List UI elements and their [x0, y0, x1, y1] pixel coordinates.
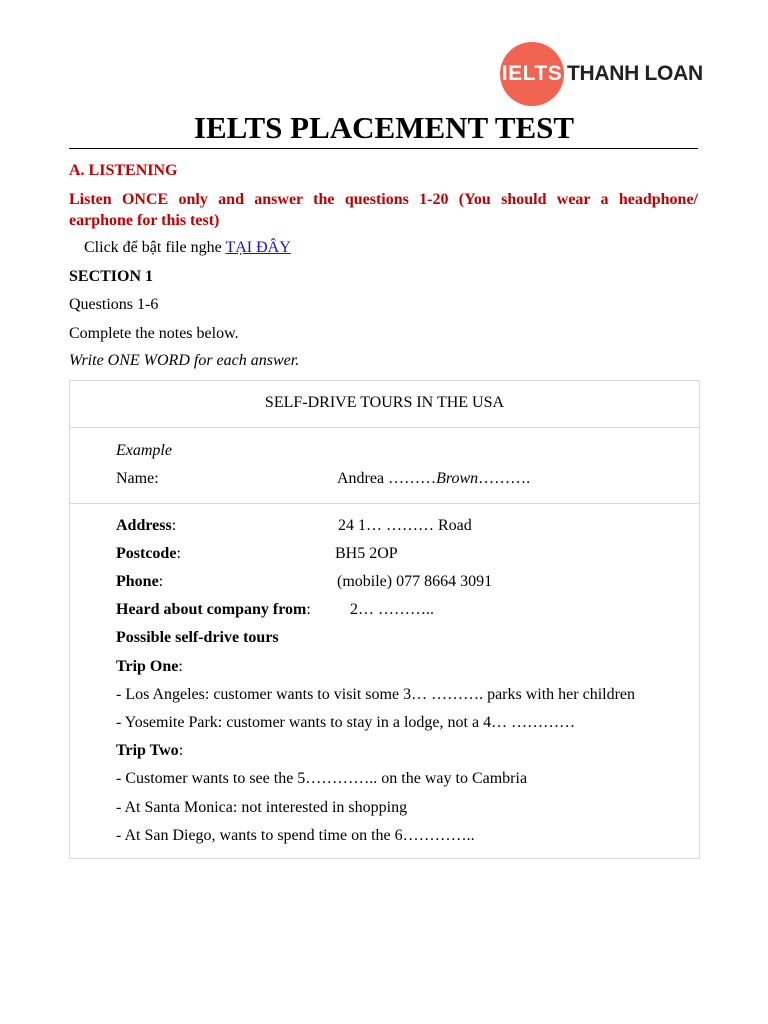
page-title: IELTS PLACEMENT TEST — [193, 110, 575, 145]
address-label: Address — [116, 517, 172, 534]
name-value — [337, 469, 530, 489]
notes-title: SELF-DRIVE TOURS IN THE USA — [264, 394, 505, 411]
missing-glyph-icon — [69, 238, 80, 258]
listening-heading: A. LISTENING — [69, 162, 178, 179]
address-value: 24 1… ……… Road — [338, 517, 472, 534]
address-row-label: Address: — [116, 517, 177, 534]
postcode-label: Postcode — [116, 545, 177, 562]
trip-one-item: - Yosemite Park: customer wants to stay in a lodge, not a 4… ………… — [116, 714, 576, 731]
heard-label: Heard about company from — [116, 601, 307, 618]
questions-range: Questions 1-6 — [69, 296, 159, 313]
name-label: Name: — [116, 470, 159, 487]
write-instruction: Write ONE WORD for each answer. — [69, 352, 300, 369]
trip-two-item: - Customer wants to see the 5………….. on the way to Cambria — [116, 770, 528, 787]
heard-value: 2… ……….. — [350, 601, 434, 618]
name-suffix: ………. — [478, 470, 531, 487]
section-heading: SECTION 1 — [69, 268, 154, 285]
listening-instruction — [69, 189, 698, 231]
trip-two-label: Trip Two — [116, 742, 179, 759]
possible-tours-heading: Possible self-drive tours — [116, 629, 279, 646]
audio-link-prefix: Click để bật file nghe — [80, 239, 226, 256]
phone-label: Phone — [116, 573, 159, 590]
trip-two-item: - At San Diego, wants to spend time on the 6………….. — [116, 827, 475, 844]
trip-one-item: - Los Angeles: customer wants to visit some 3… ………. parks with her children — [116, 686, 636, 703]
trip-one-row: Trip One: — [116, 658, 183, 675]
name-prefix: Andrea ……… — [337, 470, 437, 487]
logo-circle — [500, 42, 564, 106]
postcode-value: BH5 2OP — [335, 545, 398, 562]
title-divider — [69, 148, 698, 149]
logo-brand-name: THANH LOAN — [567, 62, 703, 85]
notes-table — [69, 380, 700, 859]
ielts-thanh-loan-logo — [500, 42, 703, 106]
audio-link-line — [69, 238, 291, 258]
trip-two-row: Trip Two: — [116, 742, 184, 759]
postcode-row-label: Postcode: — [116, 545, 181, 562]
complete-instruction: Complete the notes below. — [69, 325, 239, 342]
table-divider — [70, 503, 699, 504]
logo-ielts-text: IELTS — [501, 62, 563, 85]
phone-value: (mobile) 077 8664 3091 — [337, 573, 493, 590]
heard-row-label: Heard about company from: — [116, 601, 311, 618]
instruction-line-2: earphone for this test) — [69, 212, 220, 229]
name-answer: Brown — [436, 470, 479, 487]
table-divider — [70, 427, 699, 428]
trip-two-item: - At Santa Monica: not interested in shopping — [116, 799, 408, 816]
example-label: Example — [116, 442, 172, 459]
audio-file-link[interactable]: TẠI ĐÂY — [225, 239, 291, 256]
trip-one-label: Trip One — [116, 658, 179, 675]
phone-row-label: Phone: — [116, 573, 164, 590]
instruction-line-1: Listen ONCE only and answer the questions 1-20 (You should wear a headphone/ — [69, 191, 698, 208]
